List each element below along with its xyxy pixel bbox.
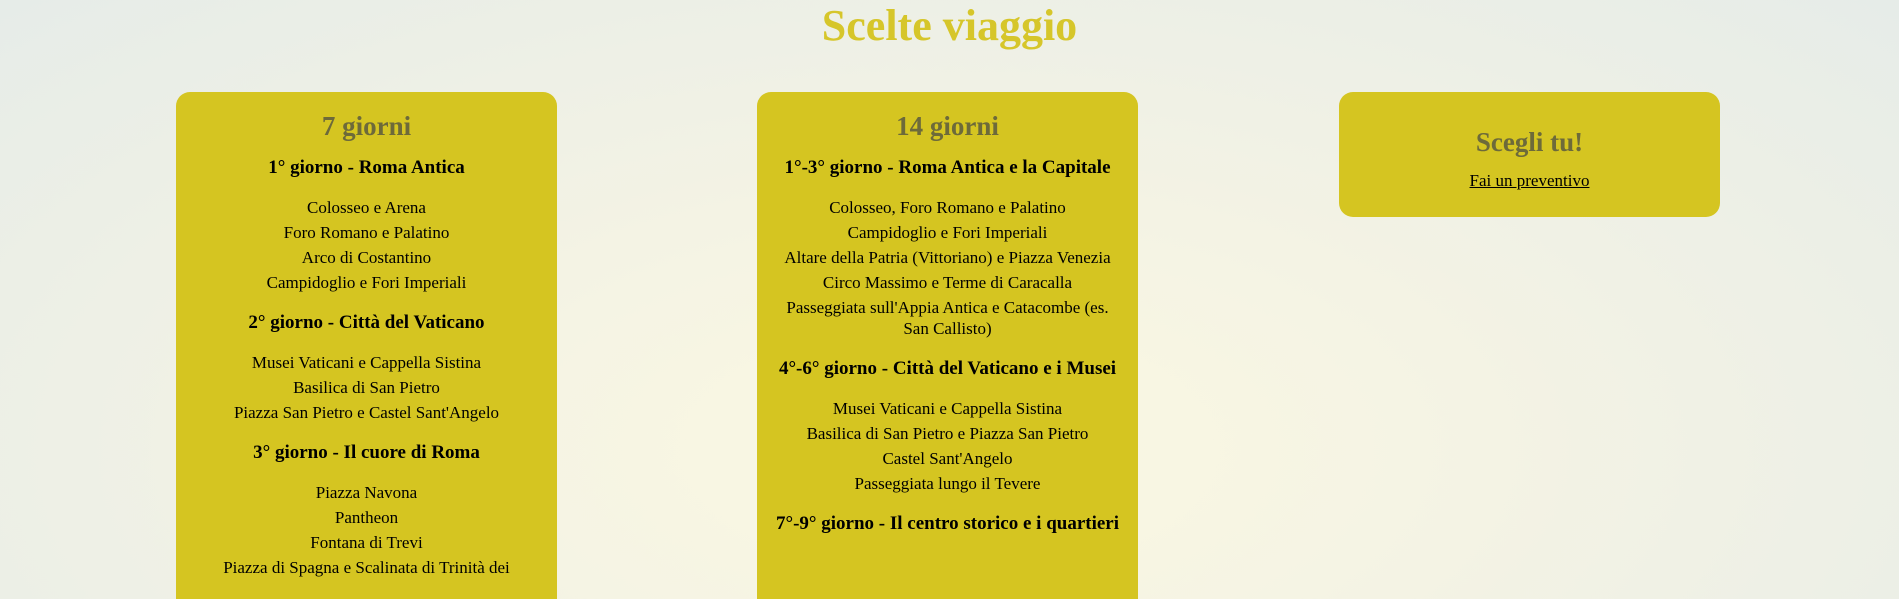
activity-item: Piazza San Pietro e Castel Sant'Angelo	[233, 403, 500, 422]
itinerary-card-7-days	[176, 92, 557, 599]
activity-item: Basilica di San Pietro	[293, 378, 440, 397]
activity-item: Colosseo e Arena	[307, 198, 426, 217]
itinerary-card-14-days	[757, 92, 1138, 599]
activity-item: Basilica di San Pietro e Piazza San Pietro	[806, 424, 1089, 443]
activity-list	[773, 398, 1122, 494]
activity-item: Musei Vaticani e Cappella Sistina	[251, 353, 482, 372]
day-title: 2° giorno - Città del Vaticano	[248, 312, 485, 333]
activity-item: Campidoglio e Fori Imperiali	[266, 273, 467, 292]
activity-item: Piazza Navona	[315, 483, 418, 502]
day-title: 1°-3° giorno - Roma Antica e la Capitale	[784, 157, 1111, 178]
activity-item: Passeggiata lungo il Tevere	[854, 474, 1041, 493]
activity-item: Foro Romano e Palatino	[283, 223, 450, 242]
card-title: 7 giorni	[321, 111, 412, 141]
activity-item: Fontana di Trevi	[310, 533, 423, 552]
page-title: Scelte viaggio	[821, 1, 1078, 50]
activity-item: Arco di Costantino	[301, 248, 432, 267]
activity-item: Campidoglio e Fori Imperiali	[847, 223, 1048, 242]
day-title: 4°-6° giorno - Città del Vaticano e i Musei	[778, 358, 1117, 379]
activity-item: Castel Sant'Angelo	[882, 449, 1013, 468]
custom-quote-card	[1339, 92, 1720, 217]
activity-item: Colosseo, Foro Romano e Palatino	[829, 198, 1066, 217]
day-title: 7°-9° giorno - Il centro storico e i quartieri	[775, 513, 1120, 534]
activity-list	[192, 482, 541, 578]
activity-item: Passeggiata sull'Appia Antica e Catacombe (es. San Callisto)	[786, 298, 1109, 338]
activity-list	[192, 352, 541, 423]
activity-item: Altare della Patria (Vittoriano) e Piazza Venezia	[784, 248, 1111, 267]
day-title: 1° giorno - Roma Antica	[268, 157, 465, 178]
activity-list	[773, 197, 1122, 339]
quote-link[interactable]: Fai un preventivo	[1469, 171, 1590, 190]
activity-item: Piazza di Spagna e Scalinata di Trinità dei	[223, 558, 510, 577]
day-title: 3° giorno - Il cuore di Roma	[253, 442, 480, 463]
activity-item: Pantheon	[334, 508, 399, 527]
card-title: Scegli tu!	[1475, 127, 1584, 157]
activity-item: Circo Massimo e Terme di Caracalla	[822, 273, 1073, 292]
activity-item: Musei Vaticani e Cappella Sistina	[832, 399, 1063, 418]
activity-list	[192, 197, 541, 293]
card-title: 14 giorni	[896, 111, 999, 141]
